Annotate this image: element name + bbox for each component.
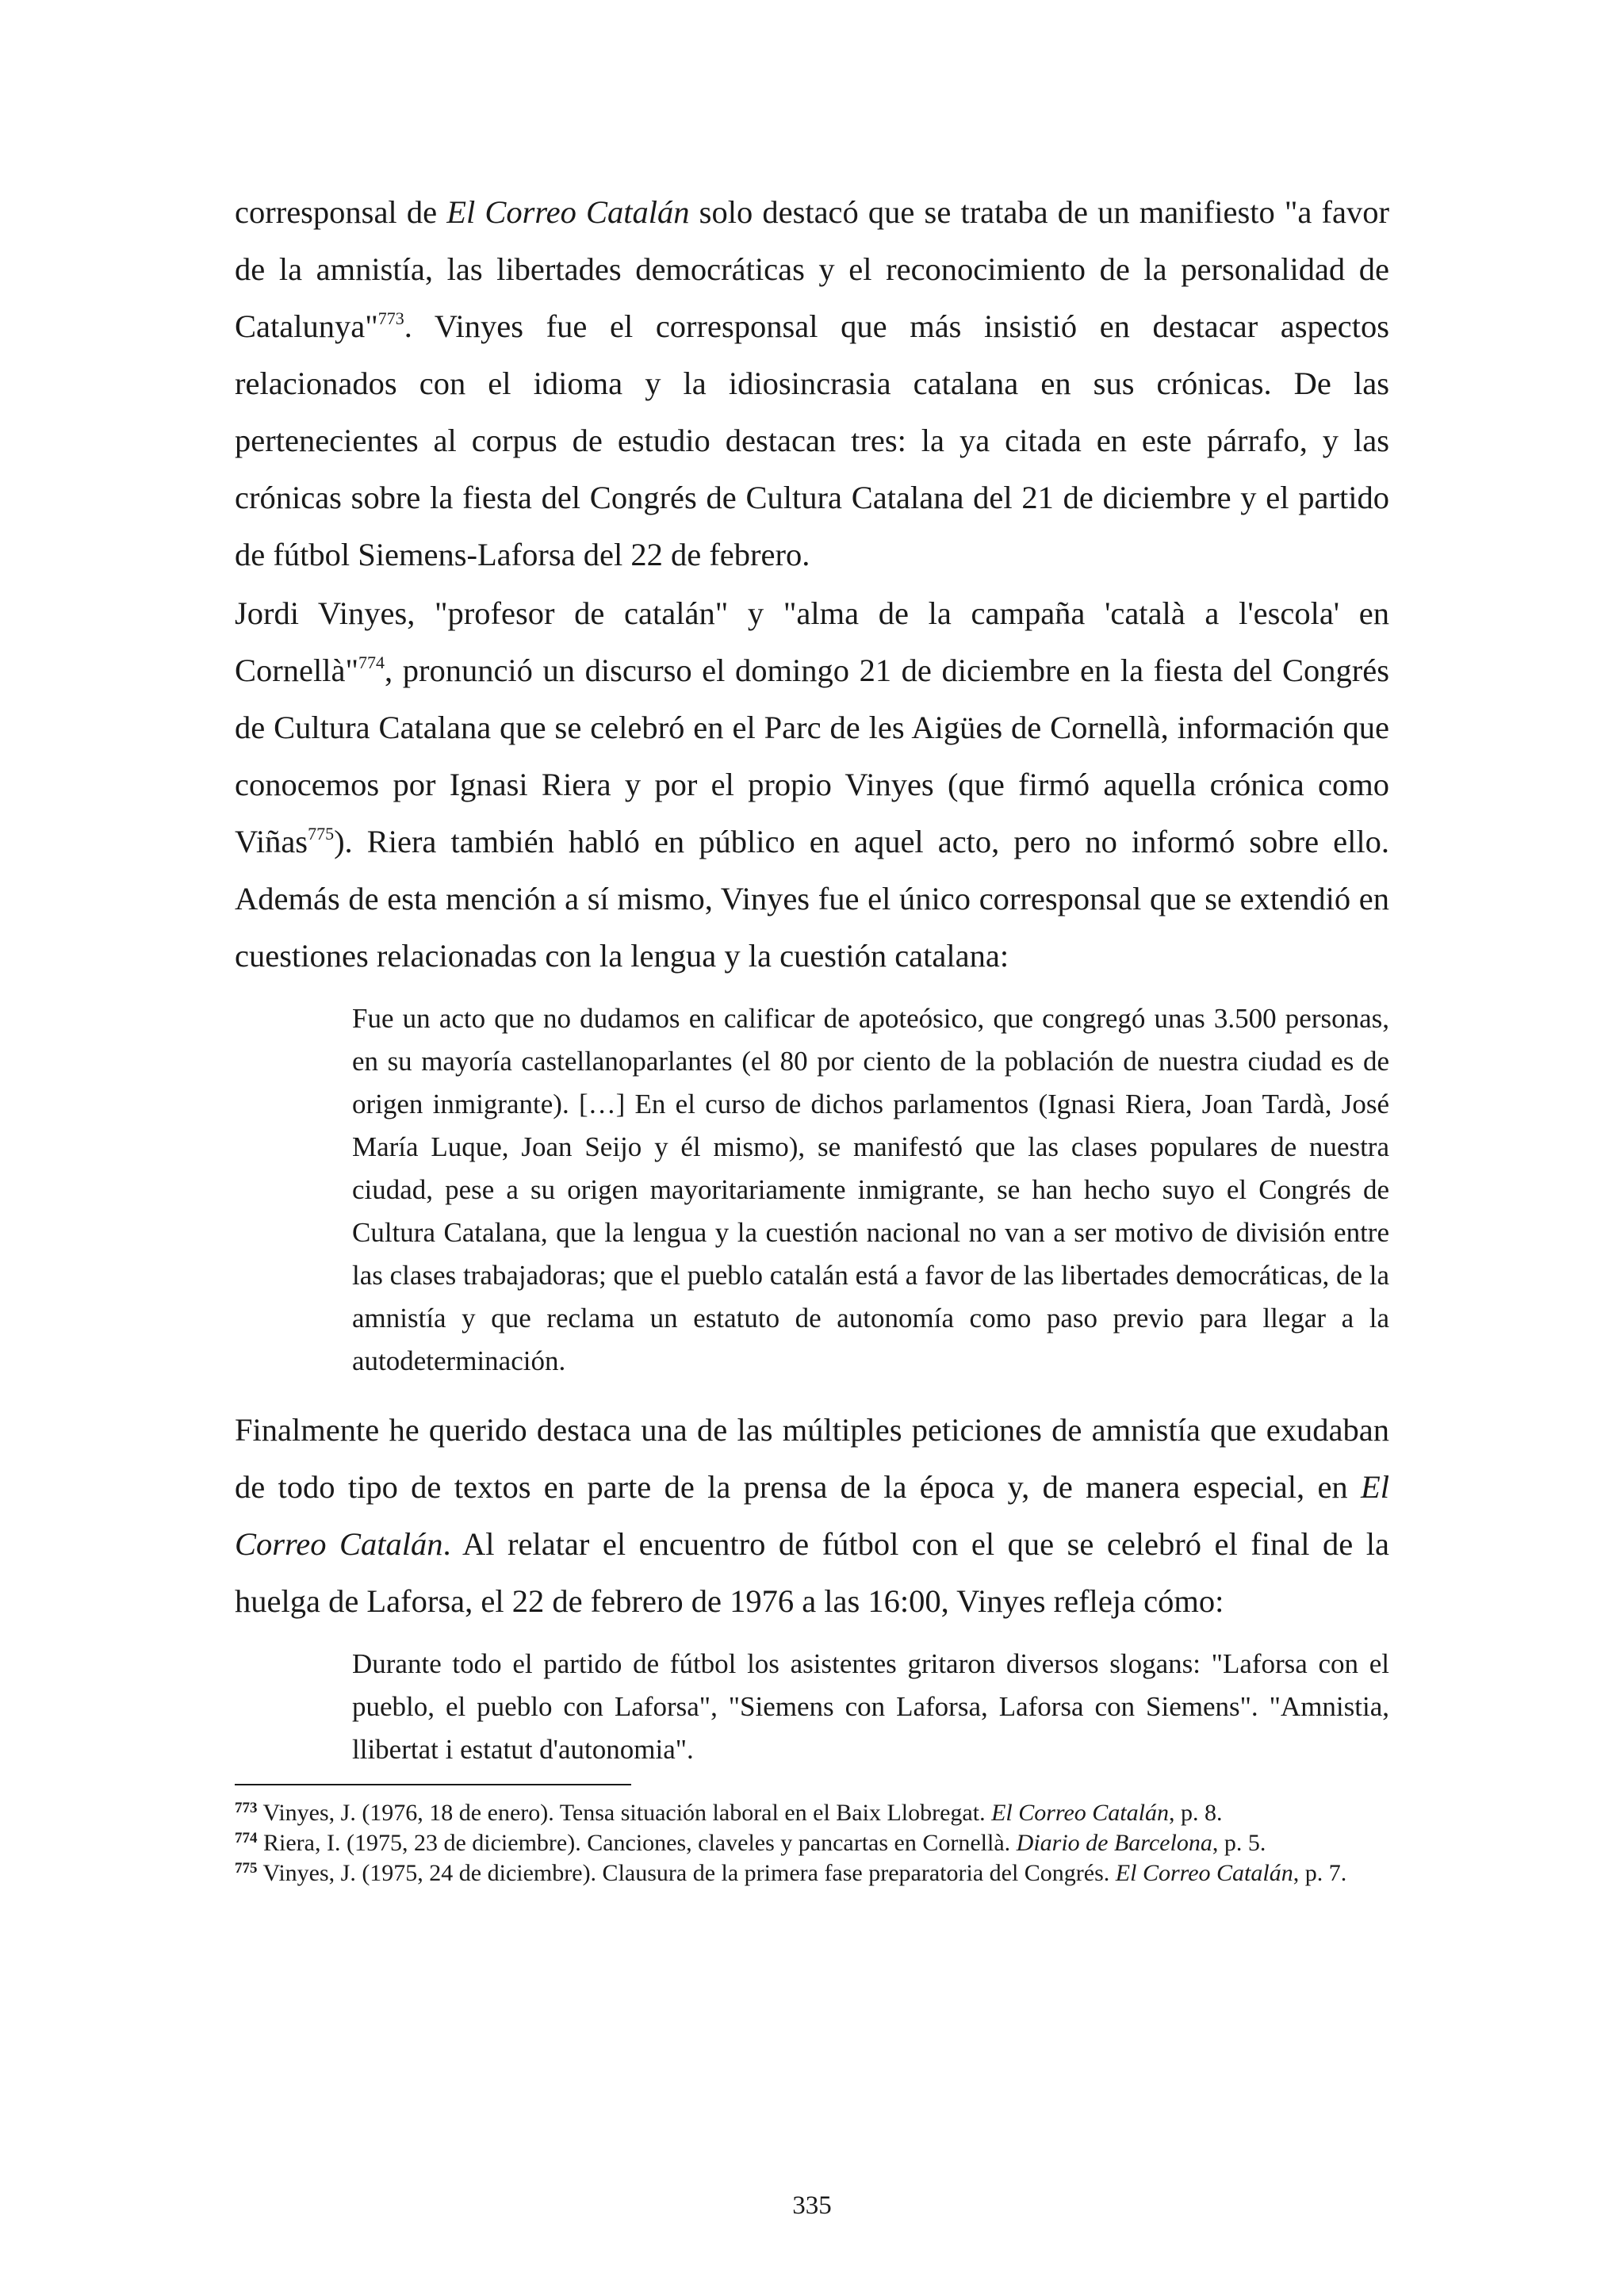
footnote-ref-773[interactable]: 773 bbox=[377, 308, 404, 328]
paragraph-1 bbox=[235, 184, 1389, 584]
paragraph-text: corresponsal de bbox=[235, 194, 447, 230]
footnote-text: , p. 5. bbox=[1212, 1830, 1266, 1856]
newspaper-title: El Correo Catalán bbox=[235, 1469, 1389, 1562]
paragraph-text: . Vinyes fue el corresponsal que más insistió en destacar aspectos relacionados con el idioma y la idiosincrasia catalana en sus crónicas. De las pertenecientes al corpus de estudio destacan tres: la ya citada en este párrafo, y las crónicas sobre la fiesta del Congrés de Cultura Catalana del 21 de diciembre y el partido de fútbol Siemens-Laforsa del 22 de febrero. bbox=[235, 308, 1389, 572]
footnote-ref-774[interactable]: 774 bbox=[358, 652, 385, 672]
block-quote-1: Fue un acto que no dudamos en calificar de apoteósico, que congregó unas 3.500 personas, en su mayoría castellanoparlantes (el 80 por ciento de la población de nuestra ciudad es de origen inmigrante). […] En el curso de dichos parlamentos (Ignasi Riera, Joan Tardà, José María Luque, Joan Seijo y él mismo), se manifestó que las clases populares de nuestra ciudad, pese a su origen mayoritariamente inmigrante, se han hecho suyo el Congrés de Cultura Catalana, que la lengua y la cuestión nacional no van a ser motivo de división entre las clases trabajadoras; que el pueblo catalán está a favor de las libertades democráticas, de la amnistía y que reclama un estatuto de autonomía como paso previo para llegar a la autodeterminación. bbox=[352, 1003, 1390, 1376]
paragraph-text: . Al relatar el encuentro de fútbol con el que se celebró el final de la huelga de Laforsa, el 22 de febrero de 1976 a las 16:00, Vinyes refleja cómo: bbox=[235, 1526, 1389, 1619]
footnote-text: , p. 7. bbox=[1293, 1860, 1347, 1886]
newspaper-title: El Correo Catalán bbox=[991, 1800, 1169, 1826]
newspaper-title: El Correo Catalán bbox=[446, 194, 690, 230]
paragraph-text: ). Riera también habló en público en aquel acto, pero no informó sobre ello. Además de esta mención a sí mismo, Vinyes fue el único corresponsal que se extendió en cuestiones relacionadas con la lengua y la cuestión catalana: bbox=[235, 824, 1389, 974]
paragraph-text: Finalmente he querido destaca una de las múltiples peticiones de amnistía que exudaban de todo tipo de textos en parte de la prensa de la época y, de manera especial, en bbox=[235, 1412, 1389, 1505]
page-number: 335 bbox=[792, 2191, 832, 2220]
newspaper-title: Diario de Barcelona bbox=[1016, 1830, 1212, 1856]
footnote-text: Vinyes, J. (1976, 18 de enero). Tensa situación laboral en el Baix Llobregat. bbox=[257, 1800, 992, 1826]
footnote-text: , p. 8. bbox=[1168, 1800, 1223, 1826]
footnote-774 bbox=[235, 1830, 1389, 1860]
paragraph-3 bbox=[235, 1402, 1389, 1630]
page-content bbox=[235, 184, 1389, 1890]
footnote-773 bbox=[235, 1800, 1389, 1830]
paragraph-text: , pronunció un discurso el domingo 21 de diciembre en la fiesta del Congrés de Cultura Catalana que se celebró en el Parc de les Aigües de Cornellà, información que conocemos por Ignasi Riera y por el propio Vinyes (que firmó aquella crónica como Viñas bbox=[235, 652, 1389, 859]
footnote-separator bbox=[235, 1784, 631, 1785]
newspaper-title: El Correo Catalán bbox=[1115, 1860, 1293, 1886]
paragraph-text: Jordi Vinyes, "profesor de catalán" y "alma de la campaña 'català a l'escola' en Cornellà" bbox=[235, 595, 1389, 688]
footnote-text: Vinyes, J. (1975, 24 de diciembre). Clausura de la primera fase preparatoria del Congrés. bbox=[257, 1860, 1116, 1886]
footnote-ref-775[interactable]: 775 bbox=[308, 823, 335, 844]
footnote-number: 773 bbox=[235, 1800, 258, 1816]
footnote-775 bbox=[235, 1860, 1389, 1890]
footnote-number: 774 bbox=[235, 1830, 258, 1846]
footnote-number: 775 bbox=[235, 1860, 258, 1877]
block-quote-2: Durante todo el partido de fútbol los asistentes gritaron diversos slogans: "Laforsa con el pueblo, el pueblo con Laforsa", "Siemens con Laforsa, Laforsa con Siemens". "Amnistia, llibertat i estatut d'autonomia". bbox=[352, 1648, 1389, 1765]
paragraph-text: solo destacó que se trataba de un manifiesto "a favor de la amnistía, las libertades democráticas y el reconocimiento de la personalidad de Catalunya" bbox=[235, 194, 1389, 344]
paragraph-2 bbox=[235, 585, 1389, 985]
footnote-text: Riera, I. (1975, 23 de diciembre). Canciones, claveles y pancartas en Cornellà. bbox=[257, 1830, 1017, 1856]
